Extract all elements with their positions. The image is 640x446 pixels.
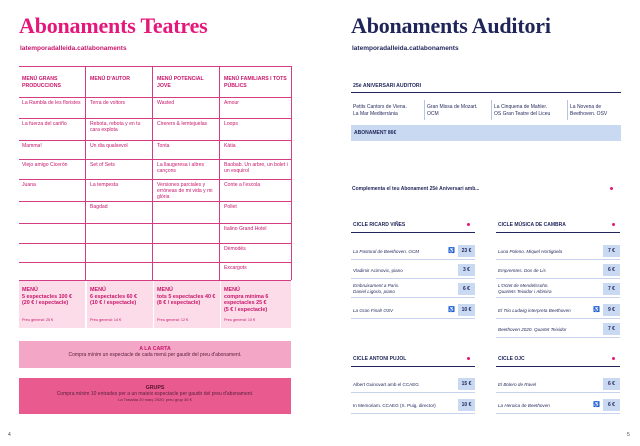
cycle-title: CICLE ANTONI PUJOL (353, 356, 407, 362)
menu-item: Kàtia (224, 143, 236, 149)
menu-column-header: MENÚ POTENCIAL JOVE (157, 76, 204, 89)
cycle-row-text: Beethoven 2020. Quartet Teixidor (498, 327, 567, 332)
cycle-row-line (496, 337, 620, 338)
cycle-row-price: 6 € (603, 378, 620, 390)
cycle-row-price: 3 € (458, 264, 475, 276)
cycle-row-text: El Trio Ludwig interpreta Beethoven (498, 308, 571, 313)
cycle-row-price: 6 € (603, 264, 620, 276)
cycle-row-price: 23 € (458, 245, 475, 257)
table-row-line (19, 118, 291, 119)
wheelchair-icon: ♿ (593, 307, 600, 313)
grups-title: GRUPS (145, 385, 165, 391)
url-teatres[interactable]: latemporadalleida.cat/abonaments (20, 45, 127, 52)
abonament-price: ABONAMENT 86€ (354, 130, 397, 136)
aniversari-item-line1: La Novena de (570, 104, 602, 110)
table-row-line (19, 201, 291, 202)
cycle-dot (467, 223, 470, 226)
menu-item: Un dia qualsevol (90, 143, 128, 149)
aniversari-item-line1: Petits Cantors de Viena. (353, 104, 407, 110)
cycle-row-price: 15 € (458, 378, 475, 390)
cycle-row-line (496, 259, 620, 260)
carta-banner (19, 341, 291, 368)
cycle-row-line (496, 318, 620, 319)
menu-item: Amour (224, 100, 240, 106)
cycle-row-line (351, 318, 475, 319)
wheelchair-icon: ♿ (448, 248, 455, 254)
menu-item: Italino Grand Hotel (224, 226, 267, 232)
cycle-row-price: 10 € (458, 304, 475, 316)
cycle-row-line (496, 278, 620, 279)
menu-item: Wasted (157, 100, 175, 106)
cycle-line (351, 232, 475, 233)
complements-dot (610, 187, 613, 190)
cycle-dot (612, 223, 615, 226)
page-title-auditori: Abonaments Auditori (351, 13, 551, 38)
aniversari-item-line1: La Cinquena de Mahler. (494, 104, 548, 110)
cycle-row-line (496, 392, 620, 393)
menu-item: La Rambla de les floristes (22, 100, 81, 106)
cycle-row-line (351, 413, 475, 414)
cycle-row-text: La Gran Final! OSV (353, 308, 394, 313)
menu-item: Tonta (157, 143, 170, 149)
menu-general-price: Preu general: 12 € (157, 318, 189, 322)
wheelchair-icon: ♿ (593, 402, 600, 408)
cycle-row-price: 6 € (603, 399, 620, 411)
cycle-row-text: Empremtes. Dos de Lis (498, 268, 546, 273)
cycle-line (496, 232, 620, 233)
table-row-line (19, 159, 291, 160)
cycle-line (351, 366, 475, 367)
menu-price-text: MENÚ 5 espectacles 100 € (20 € / espectacle) (22, 287, 73, 307)
cycle-row-text: La Pastoral de Beethoven. OCM (353, 249, 420, 254)
cycle-row-line (351, 259, 475, 260)
menu-column-header: MENÚ D'AUTOR (90, 76, 131, 82)
cycle-row-text: In Memoriam. CCAEG (X. Puig, director) (353, 403, 436, 408)
carta-title: A LA CARTA (139, 346, 171, 352)
menu-item: La fuerza del cariño (22, 121, 67, 127)
page-title-teatres: Abonaments Teatres (19, 13, 208, 38)
table-col-divider (219, 66, 220, 280)
aniversari-divider (567, 100, 568, 120)
cycle-line (496, 366, 620, 367)
cycle-row-text: Luna Poleno. Miquel Hortigüela (498, 249, 563, 254)
cycle-row-text: Vladimir Acimovic, piano (353, 268, 403, 273)
url-auditori[interactable]: latemporadalleida.cat/abonaments (352, 45, 459, 52)
cycle-dot (467, 357, 470, 360)
grups-text: Compra mínim 10 entrades per a un mateix espectacle per gaudir del preu d'abonament. (56, 391, 254, 397)
cycle-row-text: Embruixament a Paris. Daniel Ligorio, piano (353, 283, 400, 295)
menu-price-text: MENÚ tots 5 espectacles 40 € (8 € / espectacle) (157, 287, 216, 307)
menu-item: Bagdad (90, 204, 108, 210)
menu-item: Viejo amigo Cicerón (22, 162, 68, 168)
carta-text: Compra mínim un espectacle de cada menú per gaudir del preu d'abonament. (68, 352, 242, 358)
menu-item: Mamma! (22, 143, 42, 149)
table-col-divider (85, 66, 86, 280)
table-row-line (19, 262, 291, 263)
cycle-row-price: 7 € (603, 245, 620, 257)
menu-item: La llaugeresa i altres cançons (157, 162, 205, 175)
menu-item: La tempesta (90, 182, 119, 188)
menu-column-header: MENÚ GRANS PRODUCCIONS (22, 76, 61, 89)
cycle-row-price: 7 € (603, 283, 620, 295)
table-col-divider (291, 66, 292, 280)
menu-item: Terra de voltors (90, 100, 126, 106)
cycle-row-line (496, 413, 620, 414)
menu-item: Set of Sets (90, 162, 115, 168)
menu-item: Dèmodés (224, 246, 246, 252)
page-number-right: 5 (627, 432, 630, 438)
cycle-row-text: El Bolero de Ravel (498, 382, 537, 387)
wheelchair-icon: ♿ (448, 307, 455, 313)
right-page (320, 0, 640, 446)
cycle-title: CICLE RICARD VIÑES (353, 222, 406, 228)
aniversari-item-line1: Gran Missa de Mozart. (427, 104, 478, 110)
aniversari-divider (491, 100, 492, 120)
menu-general-price: Preu general: 25 € (22, 318, 54, 322)
cycle-row-price: 7 € (603, 323, 620, 335)
cycle-title: CICLE MÚSICA DE CAMBRA (498, 222, 566, 228)
menu-item: Cirerers & lemtejuelas (157, 121, 208, 127)
table-row-line (19, 243, 291, 244)
menu-item: Loops (224, 121, 238, 127)
table-row-line (19, 140, 291, 141)
menu-general-price: Preu general: 10 € (224, 318, 256, 322)
menu-item: Baobab. Un arbre, un bolet i un esquirol (224, 162, 288, 175)
menu-item: Conte a l'escola (224, 182, 261, 188)
table-row-line (19, 97, 291, 98)
table-row-line (19, 223, 291, 224)
aniversari-header: 25è ANIVERSARI AUDITORI (353, 83, 422, 89)
grups-sub: La Traviata 20 març 2020: preu grup 36 € (118, 397, 192, 403)
menu-item: Pollet (224, 204, 237, 210)
menu-column-header: MENÚ FAMILIARS I TOTS PÚBLICS (224, 76, 287, 89)
cycle-row-line (351, 278, 475, 279)
page-number-left: 4 (8, 432, 11, 438)
menu-item: Juana (22, 182, 36, 188)
cycle-row-line (351, 392, 475, 393)
menu-item: Versiones parciales y erróneas de mi vida y mi glòria (157, 182, 213, 201)
cycle-row-price: 10 € (458, 399, 475, 411)
cycle-row-text: Albert Guinovart amb el CCAEG (353, 382, 419, 387)
aniversari-item-line2: OS Gran Teatre del Liceu (494, 111, 551, 117)
aniversari-top-line (351, 92, 621, 93)
aniversari-item-line2: La Mar Mediterrània (353, 111, 398, 117)
menu-item: Excargots (224, 265, 247, 271)
aniversari-divider (424, 100, 425, 120)
table-row-line (19, 179, 291, 180)
cycle-dot (612, 357, 615, 360)
menu-item: Rebota, rebota y en tu cara explota (90, 121, 141, 134)
cycle-row-price: 9 € (603, 304, 620, 316)
menu-price-text: MENÚ 6 espectacles 60 € (10 € / espectacle) (90, 287, 138, 307)
cycle-row-text: La Heroica de Beethoven (498, 403, 550, 408)
cycle-title: CICLE OJC (498, 356, 525, 362)
cycle-row-line (351, 297, 475, 298)
aniversari-item-line2: Beethoven. OSV (570, 111, 608, 117)
menu-general-price: Preu general: 14 € (90, 318, 122, 322)
grups-banner (19, 378, 291, 414)
table-col-divider (152, 66, 153, 280)
cycle-row-text: L'Octet de Mendelssohn. Quartets Teixidor i Altimira (498, 283, 552, 295)
complements-text: Complementa el teu Abonament 25è Aniversari amb... (352, 186, 480, 192)
menu-price-text: MENÚ compra mínima 6 espectacles 25 € (5 € / espectacle) (224, 287, 269, 313)
table-top-line (19, 66, 291, 67)
cycle-row-price: 6 € (458, 283, 475, 295)
cycle-row-line (496, 297, 620, 298)
aniversari-item-line2: OCM (427, 111, 439, 117)
